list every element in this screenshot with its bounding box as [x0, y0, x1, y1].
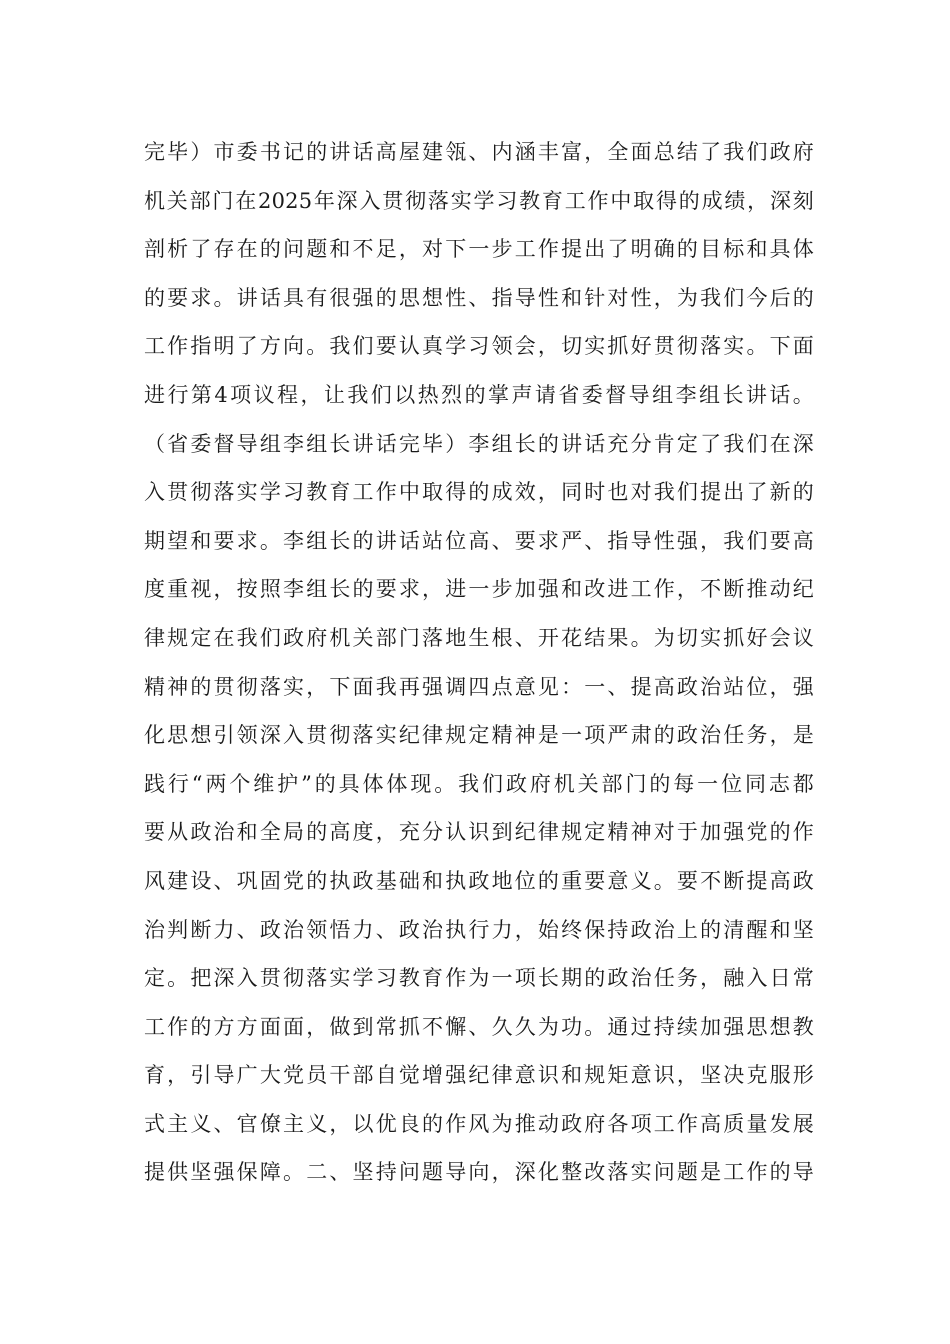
text-line: 的要求。讲话具有很强的思想性、指导性和针对性，为我们今后的 — [144, 285, 814, 310]
text-line: 进行第4项议程，让我们以热烈的掌声请省委督导组李组长讲话。 — [144, 382, 814, 407]
text-line: 入贯彻落实学习教育工作中取得的成效，同时也对我们提出了新的 — [144, 480, 814, 505]
text-line: 机关部门在2025年深入贯彻落实学习教育工作中取得的成绩，深刻 — [144, 188, 814, 213]
text-line: 期望和要求。李组长的讲话站位高、要求严、指导性强，我们要高 — [144, 528, 814, 553]
text-line: 工作的方方面面，做到常抓不懈、久久为功。通过持续加强思想教 — [144, 1014, 814, 1039]
text-line: （省委督导组李组长讲话完毕）李组长的讲话充分肯定了我们在深 — [144, 431, 814, 456]
text-line: 定。把深入贯彻落实学习教育作为一项长期的政治任务，融入日常 — [144, 966, 814, 991]
text-line: 治判断力、政治领悟力、政治执行力，始终保持政治上的清醒和坚 — [144, 917, 814, 942]
text-line: 度重视，按照李组长的要求，进一步加强和改进工作，不断推动纪 — [144, 577, 814, 602]
text-line: 完毕）市委书记的讲话高屋建瓴、内涵丰富，全面总结了我们政府 — [144, 140, 814, 164]
text-line: 式主义、官僚主义，以优良的作风为推动政府各项工作高质量发展 — [144, 1111, 814, 1136]
text-line: 要从政治和全局的高度，充分认识到纪律规定精神对于加强党的作 — [144, 820, 814, 845]
text-line: 工作指明了方向。我们要认真学习领会，切实抓好贯彻落实。下面 — [144, 334, 814, 359]
text-line: 化思想引领深入贯彻落实纪律规定精神是一项严肃的政治任务，是 — [144, 723, 814, 748]
text-line: 精神的贯彻落实，下面我再强调四点意见：一、提高政治站位，强 — [144, 674, 814, 699]
text-line: 风建设、巩固党的执政基础和执政地位的重要意义。要不断提高政 — [144, 868, 814, 893]
text-line: 育，引导广大党员干部自觉增强纪律意识和规矩意识，坚决克服形 — [144, 1063, 814, 1088]
text-line: 剖析了存在的问题和不足，对下一步工作提出了明确的目标和具体 — [144, 237, 814, 262]
text-line: 践行“两个维护”的具体体现。我们政府机关部门的每一位同志都 — [144, 771, 814, 796]
text-line: 提供坚强保障。二、坚持问题导向，深化整改落实问题是工作的导 — [144, 1160, 814, 1185]
text-line: 律规定在我们政府机关部门落地生根、开花结果。为切实抓好会议 — [144, 625, 814, 650]
body-text — [144, 128, 814, 1197]
